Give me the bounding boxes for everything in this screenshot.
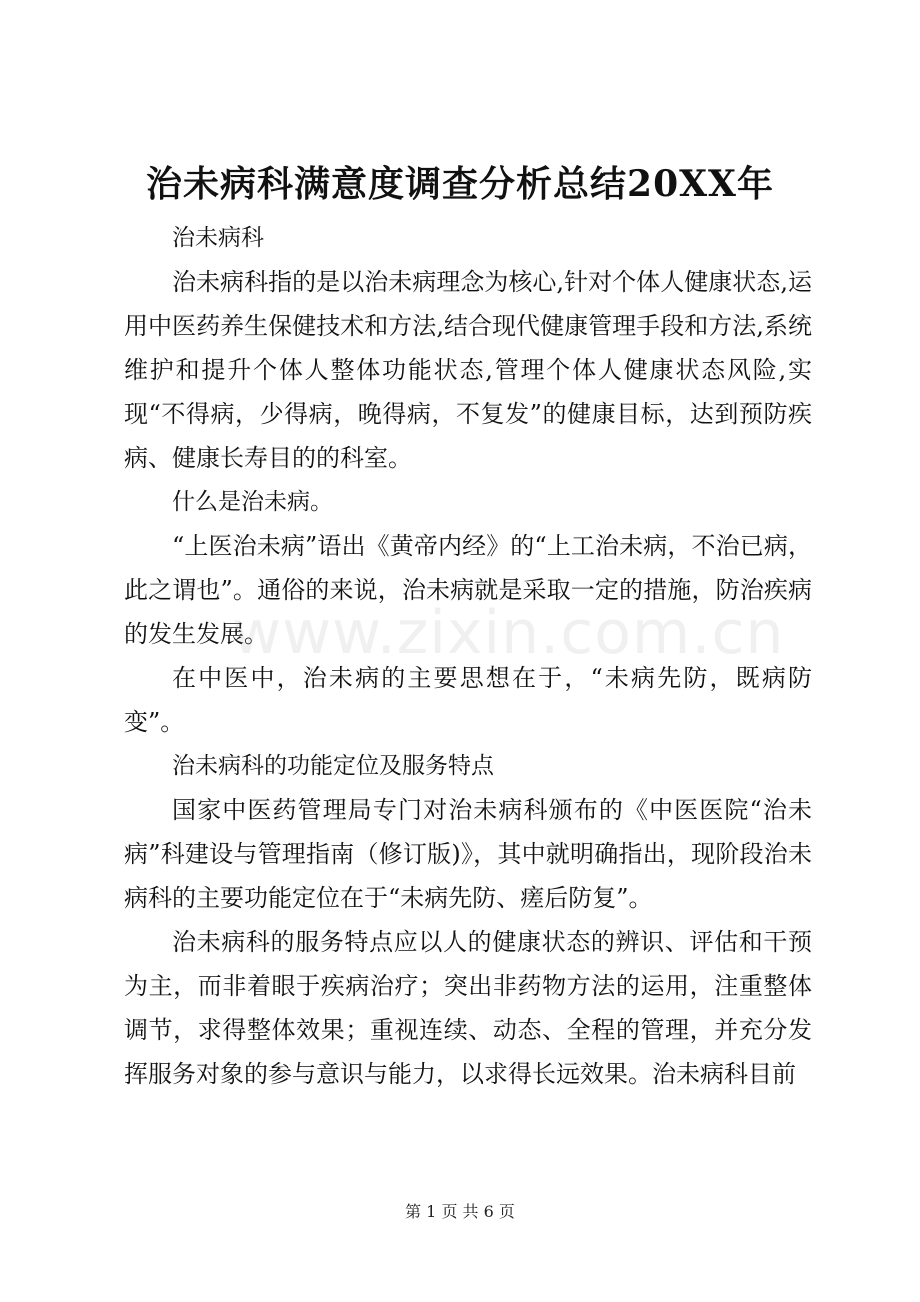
paragraph-definition: 治未病科指的是以治未病理念为核心,针对个体人健康状态,运用中医药养生保健技术和方法,结合现代健康管理手段和方法,系统维护和提升个体人整体功能状态,管理个体人健康状态风险,实现“不得病，少得病，晚得病，不复发”的健康目标，达到预防疾病、健康长寿目的的科室。 xyxy=(124,268,812,472)
document-body xyxy=(124,216,812,1096)
paragraph-service-features: 治未病科的服务特点应以人的健康状态的辨识、评估和干预为主，而非着眼于疾病治疗；突出非药物方法的运用，注重整体调节，求得整体效果；重视连续、动态、全程的管理，并充分发挥服务对象的参与意识与能力，以求得长远效果。治未病科目前 xyxy=(124,928,812,1088)
document-title: 治未病科满意度调查分析总结20XX年 xyxy=(146,163,774,205)
watermark: www.zixin.com.cn xyxy=(232,598,785,668)
paragraph-origin: “上医治未病”语出《黄帝内经》的“上工治未病，不治已病，此之谓也”。通俗的来说，治未病就是采取一定的措施，防治疾病的发生发展。 xyxy=(124,532,812,648)
page-number-footer: 第 1 页 共 6 页 xyxy=(405,1202,515,1221)
paragraph-guideline: 国家中医药管理局专门对治未病科颁布的《中医医院“治未病”科建设与管理指南（修订版)》，其中就明确指出，现阶段治未病科的主要功能定位在于“未病先防、瘥后防复”。 xyxy=(124,796,812,912)
paragraph-section-heading: 治未病科 xyxy=(172,225,264,251)
paragraph-function-heading: 治未病科的功能定位及服务特点 xyxy=(172,753,494,779)
paragraph-question: 什么是治未病。 xyxy=(172,489,333,515)
paragraph-core-idea: 在中医中，治未病的主要思想在于，“未病先防，既病防变”。 xyxy=(124,664,812,736)
